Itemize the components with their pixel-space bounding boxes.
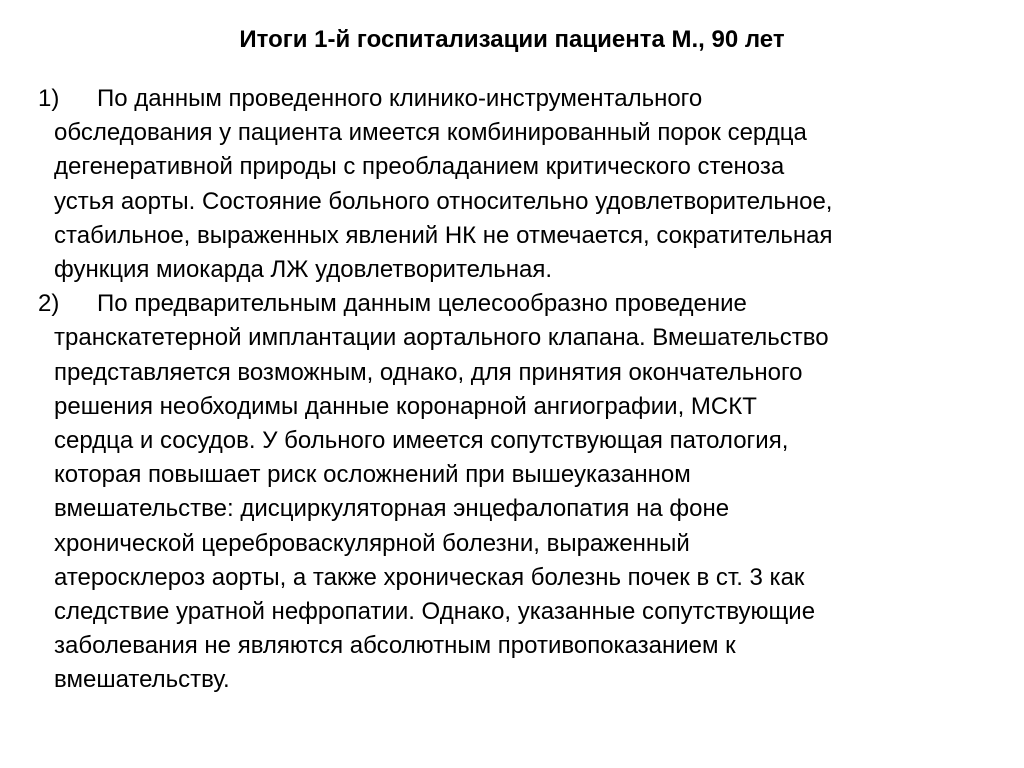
text-line: устья аорты. Состояние больного относительно удовлетворительное, [54, 187, 833, 215]
text-line: сердца и сосудов. У больного имеется сопутствующая патология, [54, 427, 789, 455]
text-line: решения необходимы данные коронарной ангиографии, МСКТ [54, 392, 757, 420]
text-line: функция миокарда ЛЖ удовлетворительная. [54, 256, 552, 284]
item-text [54, 287, 993, 697]
item-text [54, 82, 993, 287]
text-line: транскатетерной имплантации аортального клапана. Вмешательство [54, 324, 829, 352]
text-line: заболевания не являются абсолютным противопоказанием к [54, 632, 736, 660]
text-line: По предварительным данным целесообразно проведение [97, 290, 747, 318]
text-line: хронической цереброваскулярной болезни, выраженный [54, 529, 690, 557]
text-line: представляется возможным, однако, для принятия окончательного [54, 358, 803, 386]
text-line: По данным проведенного клинико-инструментального [97, 85, 703, 112]
slide-title: Итоги 1-й госпитализации пациента М., 90 лет [239, 26, 785, 53]
list-item-2 [38, 287, 993, 697]
text-line: вмешательству. [54, 666, 230, 694]
list-item-1 [38, 82, 993, 287]
item-number: 2) [38, 290, 60, 318]
text-line: стабильное, выраженных явлений НК не отмечается, сократительная [54, 221, 833, 249]
text-line: следствие уратной нефропатии. Однако, указанные сопутствующие [54, 598, 816, 626]
text-line: вмешательстве: дисциркуляторная энцефалопатия на фоне [54, 495, 730, 523]
item-number: 1) [38, 85, 60, 112]
text-line: атеросклероз аорты, а также хроническая болезнь почек в ст. 3 как [54, 563, 805, 591]
text-line: которая повышает риск осложнений при вышеуказанном [54, 461, 691, 489]
text-line: дегенеративной природы с преобладанием критического стеноза [54, 153, 785, 181]
numbered-list [38, 82, 993, 698]
text-line: обследования у пациента имеется комбинированный порок сердца [54, 119, 807, 147]
